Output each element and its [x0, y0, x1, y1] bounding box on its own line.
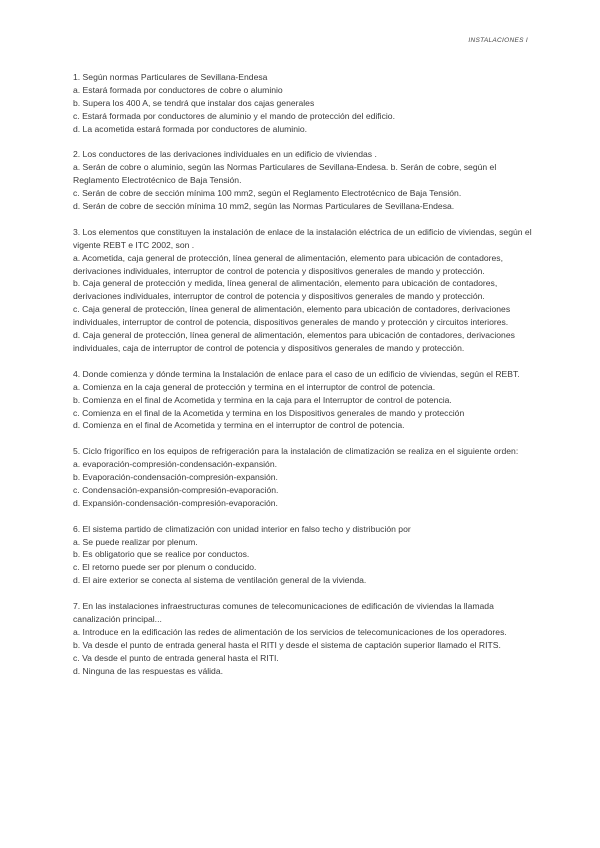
question-text: 6. El sistema partido de climatización con unidad interior en falso techo y distribución por: [73, 523, 411, 534]
answer-option-c: c. Estará formada por conductores de aluminio y el mando de protección del edificio.: [73, 110, 395, 121]
answer-option-b: b. Evaporación-condensación-compresión-expansión.: [73, 472, 278, 483]
answer-option-b: b. Es obligatorio que se realice por conductos.: [73, 549, 250, 560]
question-7: [73, 600, 533, 677]
question-text: 4. Donde comienza y dónde termina la Instalación de enlace para el caso de un edificio de viviendas, según el REBT.: [73, 368, 520, 379]
answer-option-d: d. Expansión-condensación-compresión-evaporación.: [73, 497, 278, 508]
answer-option-b: b. Caja general de protección y medida, línea general de alimentación, elemento para ubicación de contadores, derivaciones individuales, interruptor de control de potencia y dispositivos generales de mando y protección.: [73, 278, 498, 302]
question-text: 1. Según normas Particulares de Sevillana-Endesa: [73, 72, 268, 82]
answer-option-d: d. Serán de cobre de sección mínima 10 mm2, según las Normas Particulares de Sevillana-Endesa.: [73, 201, 455, 212]
answer-option-d: d. Comienza en el final de Acometida y termina en el interruptor de control de potencia.: [73, 420, 405, 431]
question-6: [73, 523, 533, 588]
answer-option-d: d. La acometida estará formada por conductores de aluminio.: [73, 123, 308, 134]
answer-option-c: c. Condensación-expansión-compresión-evaporación.: [73, 484, 279, 495]
question-text: 3. Los elementos que constituyen la instalación de enlace de la instalación eléctrica de un edificio de viviendas, según el vigente REBT e ITC 2002, son .: [73, 226, 532, 250]
answer-option-d: d. El aire exterior se conecta al sistema de ventilación general de la vivienda.: [73, 575, 367, 586]
question-5: [73, 445, 533, 510]
answer-option-a: a. evaporación-compresión-condensación-expansión.: [73, 459, 277, 470]
answer-option-c: c. Comienza en el final de la Acometida y termina en los Dispositivos generales de mando y protección: [73, 407, 465, 418]
answer-option-b: b. Supera los 400 A, se tendrá que instalar dos cajas generales: [73, 97, 315, 108]
answer-option-c: c. El retorno puede ser por plenum o conducido.: [73, 562, 257, 573]
answer-option-a-b: a. Serán de cobre o aluminio, según las Normas Particulares de Sevillana-Endesa. b. Serán de cobre, según el Reglamento Electrotécnico de Baja Tensión.: [73, 162, 497, 186]
question-list: [73, 71, 533, 690]
answer-option-d: d. Caja general de protección, línea general de alimentación, elementos para ubicación de contadores, derivaciones individuales, caja de interruptor de control de potencia y dispositivos generales de mando y protección.: [73, 330, 515, 353]
question-3: [73, 226, 533, 355]
answer-option-c: c. Serán de cobre de sección mínima 100 mm2, según el Reglamento Electrotécnico de Baja Tensión.: [73, 188, 462, 199]
answer-option-d: d. Ninguna de las respuestas es válida.: [73, 665, 224, 676]
answer-option-a: a. Acometida, caja general de protección, línea general de alimentación, elemento para ubicación de contadores, derivaciones individuales, interruptor de control de potencia y dispositivos generales de mando y protección.: [73, 252, 503, 276]
answer-option-a: a. Se puede realizar por plenum.: [73, 536, 198, 547]
question-text: 7. En las instalaciones infraestructuras comunes de telecomunicaciones de edificación de viviendas la llamada canalización principal...: [73, 601, 494, 624]
answer-option-a: a. Estará formada por conductores de cobre o aluminio: [73, 84, 283, 95]
answer-option-a: a. Comienza en la caja general de protección y termina en el interruptor de control de potencia.: [73, 381, 436, 392]
question-text: 5. Ciclo frigorífico en los equipos de refrigeración para la instalación de climatización se realiza en el siguiente orden:: [73, 446, 519, 457]
question-text: 2. Los conductores de las derivaciones individuales en un edificio de viviendas .: [73, 149, 377, 160]
answer-option-b: b. Va desde el punto de entrada general hasta el RITI y desde el sistema de captación superior llamado el RITS.: [73, 639, 501, 650]
answer-option-b: b. Comienza en el final de Acometida y termina en la caja para el Interruptor de control de potencia.: [73, 394, 452, 405]
page-header: INSTALACIONES I: [468, 37, 528, 44]
question-1: [73, 71, 533, 136]
question-2: [73, 148, 533, 213]
answer-option-c: c. Caja general de protección, línea general de alimentación, elemento para ubicación de contadores, derivaciones individuales, interruptor de control de potencia, dispositivos generales de mando y protección y circuitos interiores.: [73, 304, 511, 328]
answer-option-c: c. Va desde el punto de entrada general hasta el RITI.: [73, 652, 279, 663]
question-4: [73, 368, 533, 433]
answer-option-a: a. Introduce en la edificación las redes de alimentación de los servicios de telecomunicaciones de los operadores.: [73, 626, 507, 637]
